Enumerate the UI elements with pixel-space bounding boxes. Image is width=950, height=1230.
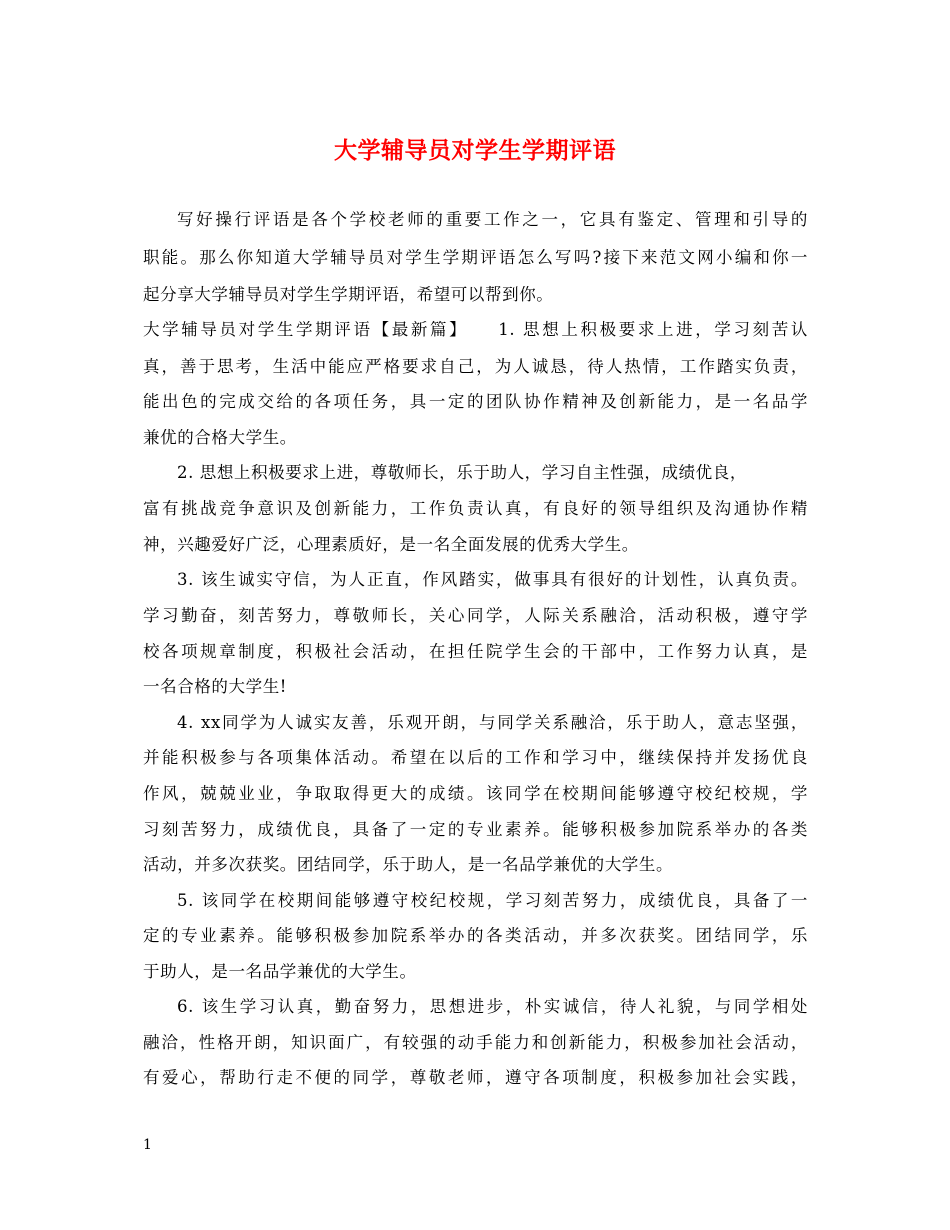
paragraph-line: 神，兴趣爱好广泛，心理素质好，是一名全面发展的优秀大学生。 [143, 535, 639, 554]
paragraph-line: 融洽，性格开朗，知识面广，有较强的动手能力和创新能力，积极参加社会活动， [143, 1033, 808, 1052]
paragraph-line: 作风，兢兢业业，争取取得更大的成绩。该同学在校期间能够遵守校纪校规，学 [143, 784, 808, 803]
paragraph-line: 定的专业素养。能够积极参加院系举办的各类活动，并多次获奖。团结同学，乐 [143, 926, 808, 945]
page-title: 大学辅导员对学生学期评语 [334, 138, 616, 164]
paragraph-line: 6. 该生学习认真，勤奋努力，思想进步，朴实诚信，待人礼貌，与同学相处 [177, 997, 808, 1016]
paragraph-line: 职能。那么你知道大学辅导员对学生学期评语怎么写吗?接下来范文网小编和你一 [143, 248, 808, 267]
paragraph-line: 一名合格的大学生! [143, 677, 288, 696]
paragraph-line: 能出色的完成交给的各项任务，具一定的团队协作精神及创新能力，是一名品学 [143, 392, 808, 411]
paragraph-line: 5. 该同学在校期间能够遵守校纪校规，学习刻苦努力，成绩优良，具备了一 [177, 891, 808, 910]
paragraph-line: 活动，并多次获奖。团结同学，乐于助人，是一名品学兼优的大学生。 [143, 855, 674, 874]
paragraph-line: 并能积极参与各项集体活动。希望在以后的工作和学习中，继续保持并发扬优良 [143, 748, 808, 767]
paragraph-line: 有爱心，帮助行走不便的同学，尊敬老师，遵守各项制度，积极参加社会实践， [143, 1068, 808, 1087]
paragraph-line: 大学辅导员对学生学期评语【最新篇】 1. 思想上积极要求上进，学习刻苦认 [143, 320, 808, 339]
paragraph-line: 2. 思想上积极要求上进，尊敬师长，乐于助人，学习自主性强，成绩优良， [177, 463, 747, 482]
paragraph-line: 起分享大学辅导员对学生学期评语，希望可以帮到你。 [143, 285, 554, 304]
paragraph-line: 4. xx同学为人诚实友善，乐观开朗，与同学关系融洽，乐于助人，意志坚强， [177, 713, 808, 732]
paragraph-line: 真，善于思考，生活中能应严格要求自己，为人诚恳，待人热情，工作踏实负责， [143, 357, 808, 376]
paragraph-line: 于助人，是一名品学兼优的大学生。 [143, 962, 417, 981]
paragraph-line: 富有挑战竞争意识及创新能力，工作负责认真，有良好的领导组织及沟通协作精 [143, 499, 808, 518]
paragraph-line: 兼优的合格大学生。 [143, 428, 297, 447]
paragraph-line: 校各项规章制度，积极社会活动，在担任院学生会的干部中，工作努力认真，是 [143, 642, 808, 661]
paragraph-line: 写好操行评语是各个学校老师的重要工作之一，它具有鉴定、管理和引导的 [177, 210, 808, 229]
page-number: 1 [143, 1137, 152, 1153]
paragraph-line: 习刻苦努力，成绩优良，具备了一定的专业素养。能够积极参加院系举办的各类 [143, 820, 808, 839]
paragraph-line: 3. 该生诚实守信，为人正直，作风踏实，做事具有很好的计划性，认真负责。 [177, 570, 808, 589]
paragraph-line: 学习勤奋，刻苦努力，尊敬师长，关心同学，人际关系融洽，活动积极，遵守学 [143, 606, 808, 625]
